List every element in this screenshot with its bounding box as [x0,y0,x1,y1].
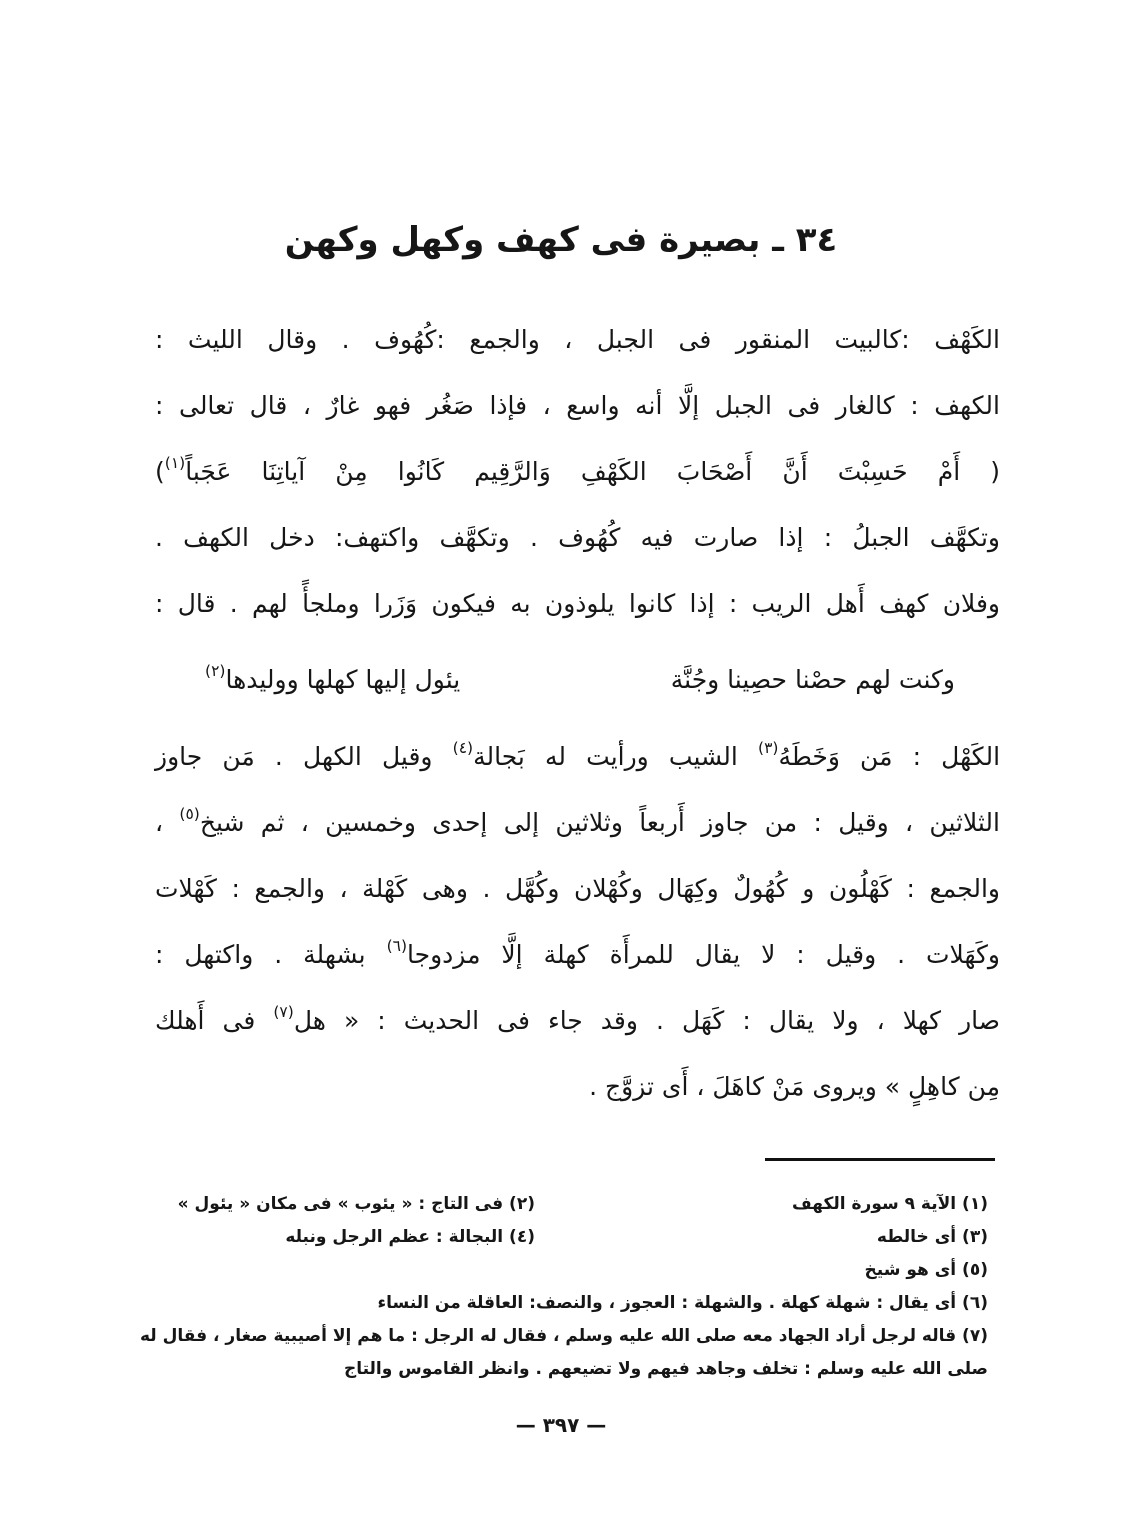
footnote-number: (٣) [962,1227,988,1247]
body-line: وتكهَّف الجبلُ : إذا صارت فيه كُهُوف . وتكهَّف واكتهف: دخل الكهف . [155,523,1000,552]
page-number: — ٣٩٧ — [515,1413,607,1437]
footnote-marker: (١) [164,454,186,473]
footnote-number: (٥) [962,1260,988,1280]
footnote-text: فى التاج : « يئوب » فى مكان « يئول » [177,1194,504,1214]
footnote-number: (٧) [962,1326,988,1346]
footnote-marker: (٣) [758,739,779,758]
footnote-text: أى يقال : شهلة كهلة . والشهلة : العجوز ، والنصف: العاقلة من النساء [377,1293,957,1313]
line-text: الشيب ورأيت له بَجالة [473,742,738,771]
body-line: مِن كاهِلٍ » ويروى مَنْ كاهَلَ ، أَى تزوَّج . [589,1072,1000,1101]
footnote-row [140,1221,988,1254]
verse-second-hemistich-wrap [205,647,460,713]
footnote-text: قاله لرجل أراد الجهاد معه صلى الله عليه وسلم ، فقال له الرجل : ما هم إلا أصيبية صغار ، فقال له [140,1326,957,1346]
entry-kahl [155,724,1000,1120]
footnote-marker: (٤) [452,739,474,758]
footnote-row [140,1188,988,1221]
footnote-text: أى خالطه [876,1227,957,1247]
closing-parenthesis: ) [155,457,165,486]
footnote-number: (١) [962,1194,988,1214]
footnote-number: (٦) [962,1293,988,1313]
line-text: صار كهلا ، ولا يقال : كَهَل . وقد جاء فى الحديث : « هل [293,1006,1000,1035]
footnote-text: أى هو شيخ [864,1260,957,1280]
line-text: الثلاثين ، وقيل : من جاوز أَربعاً وثلاثين إلى إحدى وخمسين ، ثم شيخ [199,808,1000,837]
line-text: بشهلة . واكتهل : [155,940,366,969]
quran-verse-text: ( أَمْ حَسِبْتَ أَنَّ أَصْحَابَ الكَهْفِ وَالرَّقِيم كَانُوا مِنْ آياتِنَا عَجَباً [185,457,1000,486]
body-line [155,988,1000,1054]
body-line: وفلان كهف أَهل الريب : إذا كانوا يلوذون به فيكون وَزَرا وملجأً لهم . قال : [155,589,1000,618]
footnote-7 [140,1320,988,1353]
footnote-number: (٢) [509,1194,535,1214]
footnote-3 [535,1221,988,1254]
footnotes [140,1188,988,1386]
body-line: والجمع : كَهْلُون و كُهُولٌ وكِهَال وكُهْلان وكُهَّل . وهى كَهْلة ، والجمع : كَهْلات [155,874,1000,903]
body-line: الكَهْف :كالبيت المنقور فى الجبل ، والجمع :كُهُوف . وقال الليث : [155,325,1000,354]
footnote-marker: (٥) [179,805,200,824]
footnote-marker: (٦) [386,937,408,956]
entry-kahf [155,307,1000,637]
footnote-6 [140,1287,988,1320]
poetry-verse [205,647,955,713]
verse-first-hemistich: وكنت لهم حصْنا حصِينا وجُنَّة [670,665,955,694]
footnote-marker: (٢) [205,662,226,681]
line-text: وقيل الكهل . مَن جاوز [155,742,433,771]
body-line [155,439,1000,505]
footnote-1 [535,1188,988,1221]
footnote-marker: (٧) [273,1003,294,1022]
footnote-text: البجالة : عظم الرجل ونبله [285,1227,504,1247]
body-line [155,922,1000,988]
footnote-5 [140,1254,988,1287]
section-title: ٣٤ ـ بصيرة فى كهف وكهل وكهن [284,220,838,260]
footnote-2 [178,1188,535,1221]
footnote-4 [285,1221,535,1254]
line-text: وكَهَلات . وقيل : لا يقال للمرأَة كهلة إلَّا مزدوجا [407,940,1000,969]
footnote-number: (٤) [509,1227,535,1247]
line-text: ، [155,808,164,837]
line-text: فى أَهلك [155,1006,256,1035]
footnote-text: الآية ٩ سورة الكهف [792,1194,957,1214]
body-line [155,790,1000,856]
body-line: الكهف : كالغار فى الجبل إلَّا أنه واسع ، فإذا صَغُر فهو غارٌ ، قال تعالى : [155,391,1000,420]
footnote-7-continuation: صلى الله عليه وسلم : تخلف وجاهد فيهم ولا تضيعهم . وانظر القاموس والتاج [343,1359,988,1379]
footnote-rule [765,1158,995,1161]
body-line [155,724,1000,790]
verse-second-hemistich: يئول إليها كهلها ووليدها [225,665,461,694]
line-text: الكَهْل : مَن وَخَطَهُ [778,742,1001,771]
